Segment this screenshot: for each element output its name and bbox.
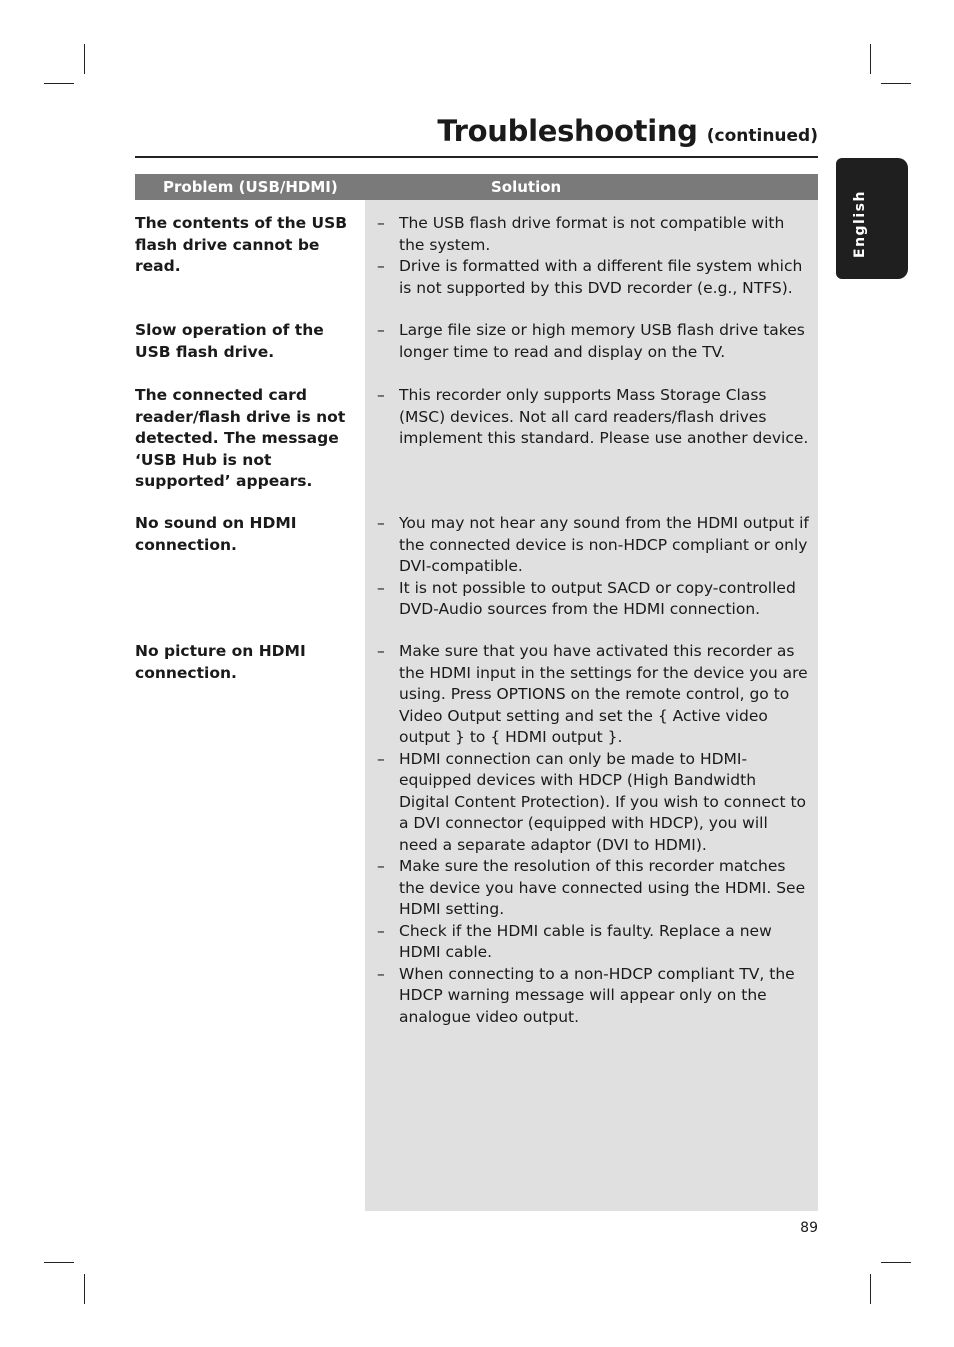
solution-item bbox=[377, 964, 809, 1029]
page-number: 89 bbox=[800, 1220, 818, 1236]
dash-bullet: – bbox=[377, 578, 385, 597]
solution-list bbox=[377, 385, 809, 450]
solution-text: Large file size or high memory USB flash drive takes longer time to read and display on the TV. bbox=[399, 321, 805, 361]
dash-bullet: – bbox=[377, 386, 385, 404]
dash-bullet: – bbox=[377, 964, 385, 983]
solution-list bbox=[377, 641, 809, 1028]
solution-list bbox=[377, 213, 809, 299]
problem-text: No sound on HDMI connection. bbox=[135, 514, 297, 554]
crop-mark bbox=[84, 1274, 85, 1304]
solution-text: When connecting to a non-HDCP compliant TV, the HDCP warning message will appear only on the analogue video output. bbox=[399, 964, 795, 1026]
problem-text: Slow operation of the USB flash drive. bbox=[135, 321, 324, 361]
crop-mark bbox=[84, 44, 85, 74]
solution-list bbox=[377, 513, 809, 621]
dash-bullet: – bbox=[377, 857, 385, 875]
solution-text: This recorder only supports Mass Storage Class (MSC) devices. Not all card readers/flash drives implement this standard. Please use another device. bbox=[399, 386, 809, 447]
solution-item bbox=[377, 856, 809, 921]
solution-text: The USB flash drive format is not compatible with the system. bbox=[399, 214, 785, 254]
crop-mark bbox=[44, 1262, 74, 1263]
crop-mark bbox=[870, 1274, 871, 1304]
solution-item bbox=[377, 213, 809, 256]
dash-bullet: – bbox=[377, 514, 385, 532]
solution-item bbox=[377, 749, 809, 857]
dash-bullet: – bbox=[377, 214, 385, 232]
crop-mark bbox=[44, 83, 74, 84]
problem-text: The contents of the USB flash drive cannot be read. bbox=[135, 214, 348, 275]
dash-bullet: – bbox=[377, 921, 385, 940]
language-tab bbox=[836, 158, 908, 279]
solution-item bbox=[377, 385, 809, 450]
column-header-solution: Solution bbox=[491, 178, 562, 196]
solution-text: It is not possible to output SACD or copy-controlled DVD-Audio sources from the HDMI connection. bbox=[399, 578, 796, 618]
solution-text: Check if the HDMI cable is faulty. Replace a new HDMI cable. bbox=[399, 921, 772, 961]
solution-item bbox=[377, 320, 809, 363]
page-title bbox=[437, 114, 818, 148]
problem-text: The connected card reader/flash drive is not detected. The message ‘USB Hub is not supported’ appears. bbox=[135, 386, 346, 490]
crop-mark bbox=[881, 83, 911, 84]
solution-item bbox=[377, 578, 809, 621]
title-divider bbox=[135, 156, 818, 158]
solution-text: Make sure the resolution of this recorder matches the device you have connected using the HDMI. See HDMI setting. bbox=[399, 857, 806, 918]
crop-mark bbox=[881, 1262, 911, 1263]
column-header-problem: Problem (USB/HDMI) bbox=[163, 178, 338, 196]
dash-bullet: – bbox=[377, 642, 385, 660]
solution-text: HDMI connection can only be made to HDMI-equipped devices with HDCP (High Bandwidth Digital Content Protection). If you wish to connect to a DVI connector (equipped with HDCP), you will need a separate adaptor (DVI to HDMI). bbox=[399, 749, 807, 854]
table-header bbox=[135, 174, 818, 200]
page-title-text: Troubleshooting bbox=[437, 114, 698, 148]
solution-item bbox=[377, 256, 809, 299]
crop-mark bbox=[870, 44, 871, 74]
dash-bullet: – bbox=[377, 749, 385, 768]
dash-bullet: – bbox=[377, 321, 385, 339]
solution-text: You may not hear any sound from the HDMI output if the connected device is non-HDCP compliant or only DVI-compatible. bbox=[399, 514, 809, 575]
page-title-suffix: (continued) bbox=[706, 126, 818, 146]
dash-bullet: – bbox=[377, 257, 385, 275]
solution-list bbox=[377, 320, 809, 363]
solution-text: Drive is formatted with a different file system which is not supported by this DVD recorder (e.g., NTFS). bbox=[399, 257, 803, 297]
language-tab-label: English bbox=[852, 190, 868, 258]
solution-item bbox=[377, 921, 809, 964]
solution-text: Make sure that you have activated this recorder as the HDMI input in the settings for the device you are using. Press OPTIONS on the remote control, go to Video Output setting and set the { Active video output } to { HDMI output }. bbox=[399, 642, 808, 746]
problem-text: No picture on HDMI connection. bbox=[135, 642, 306, 682]
solution-item bbox=[377, 513, 809, 578]
solution-item bbox=[377, 641, 809, 749]
